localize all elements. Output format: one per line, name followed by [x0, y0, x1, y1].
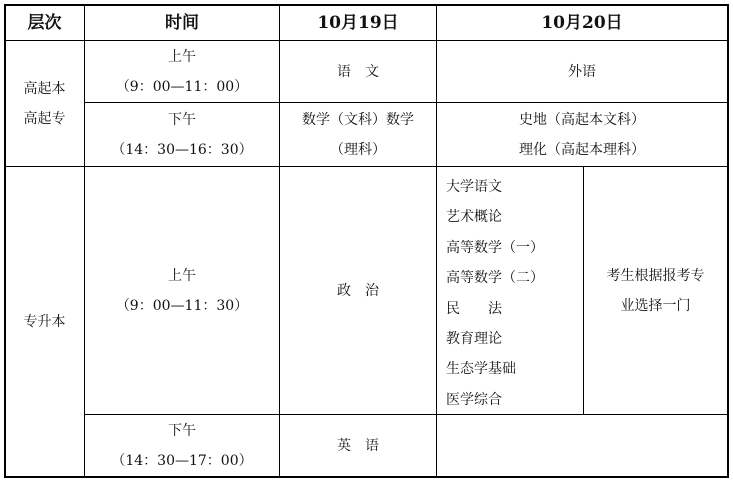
header-day1-text: 10月19日 [317, 12, 399, 33]
gqb-afternoon-label: 下午 [168, 111, 196, 128]
header-time [85, 5, 279, 40]
table-border-right [727, 4, 729, 478]
list-item: 民 法 [446, 300, 502, 317]
zsb-morning-time [85, 167, 279, 414]
level-zsb [5, 167, 84, 476]
list-item: 医学综合 [446, 391, 502, 408]
zsb-day1-afternoon [280, 415, 436, 476]
header-day2-text: 10月20日 [541, 12, 623, 33]
gqb-afternoon-time [85, 103, 279, 166]
zsb-afternoon-time [85, 415, 279, 476]
gqb-day2-morning-subject: 外语 [568, 63, 596, 80]
zsb-day2-note-line2: 业选择一门 [620, 297, 691, 314]
zsb-day2-morning-subject-list [446, 172, 581, 415]
header-level-text: 层次 [27, 12, 62, 33]
list-item: 高等数学（一） [446, 239, 544, 256]
table-border-bottom [4, 476, 729, 478]
header-time-text: 时间 [165, 12, 199, 33]
level-gqb [5, 41, 84, 166]
level-zsb-text: 专升本 [23, 313, 66, 330]
zsb-afternoon-range: （14：30—17：00） [111, 452, 253, 469]
gqb-day2-afternoon-line2: 理化（高起本理科） [519, 141, 645, 158]
gqb-day1-morning-subject: 语 文 [337, 63, 379, 80]
list-item: 高等数学（二） [446, 270, 544, 287]
zsb-day1-morning [280, 167, 436, 414]
zsb-afternoon-label: 下午 [168, 422, 196, 439]
gqb-day2-afternoon-line1: 史地（高起本文科） [519, 111, 645, 128]
zsb-morning-range: （9：00—11：30） [115, 297, 249, 314]
zsb-morning-label: 上午 [168, 267, 196, 284]
gqb-morning-time [85, 41, 279, 102]
zsb-day2-note-line1: 考生根据报考专 [606, 267, 705, 284]
header-level [5, 5, 84, 40]
gqb-morning-range: （9：00—11：00） [115, 78, 249, 95]
list-item: 生态学基础 [446, 361, 516, 378]
gqb-day2-afternoon [437, 103, 727, 166]
zsb-day1-morning-subject: 政 治 [337, 282, 379, 299]
header-day2 [437, 5, 727, 40]
zsb-day2-morning-note [584, 167, 727, 414]
gqb-afternoon-range: （14：30—16：30） [111, 141, 253, 158]
list-item: 艺术概论 [446, 209, 502, 226]
gqb-morning-label: 上午 [168, 48, 196, 65]
gqb-day1-afternoon-line2: （理科） [330, 141, 386, 158]
list-item: 大学语文 [446, 179, 502, 195]
zsb-day1-afternoon-subject: 英 语 [337, 437, 379, 454]
header-day1 [280, 5, 436, 40]
zsb-day2-afternoon-empty [437, 415, 727, 476]
level-gqb-line2: 高起专 [23, 110, 66, 127]
level-gqb-line1: 高起本 [23, 80, 66, 97]
gqb-day1-afternoon [280, 103, 436, 166]
gqb-day1-morning [280, 41, 436, 102]
gqb-day2-morning [437, 41, 727, 102]
list-item: 教育理论 [446, 331, 502, 348]
gqb-day1-afternoon-line1: 数学（文科）数学 [302, 111, 414, 128]
